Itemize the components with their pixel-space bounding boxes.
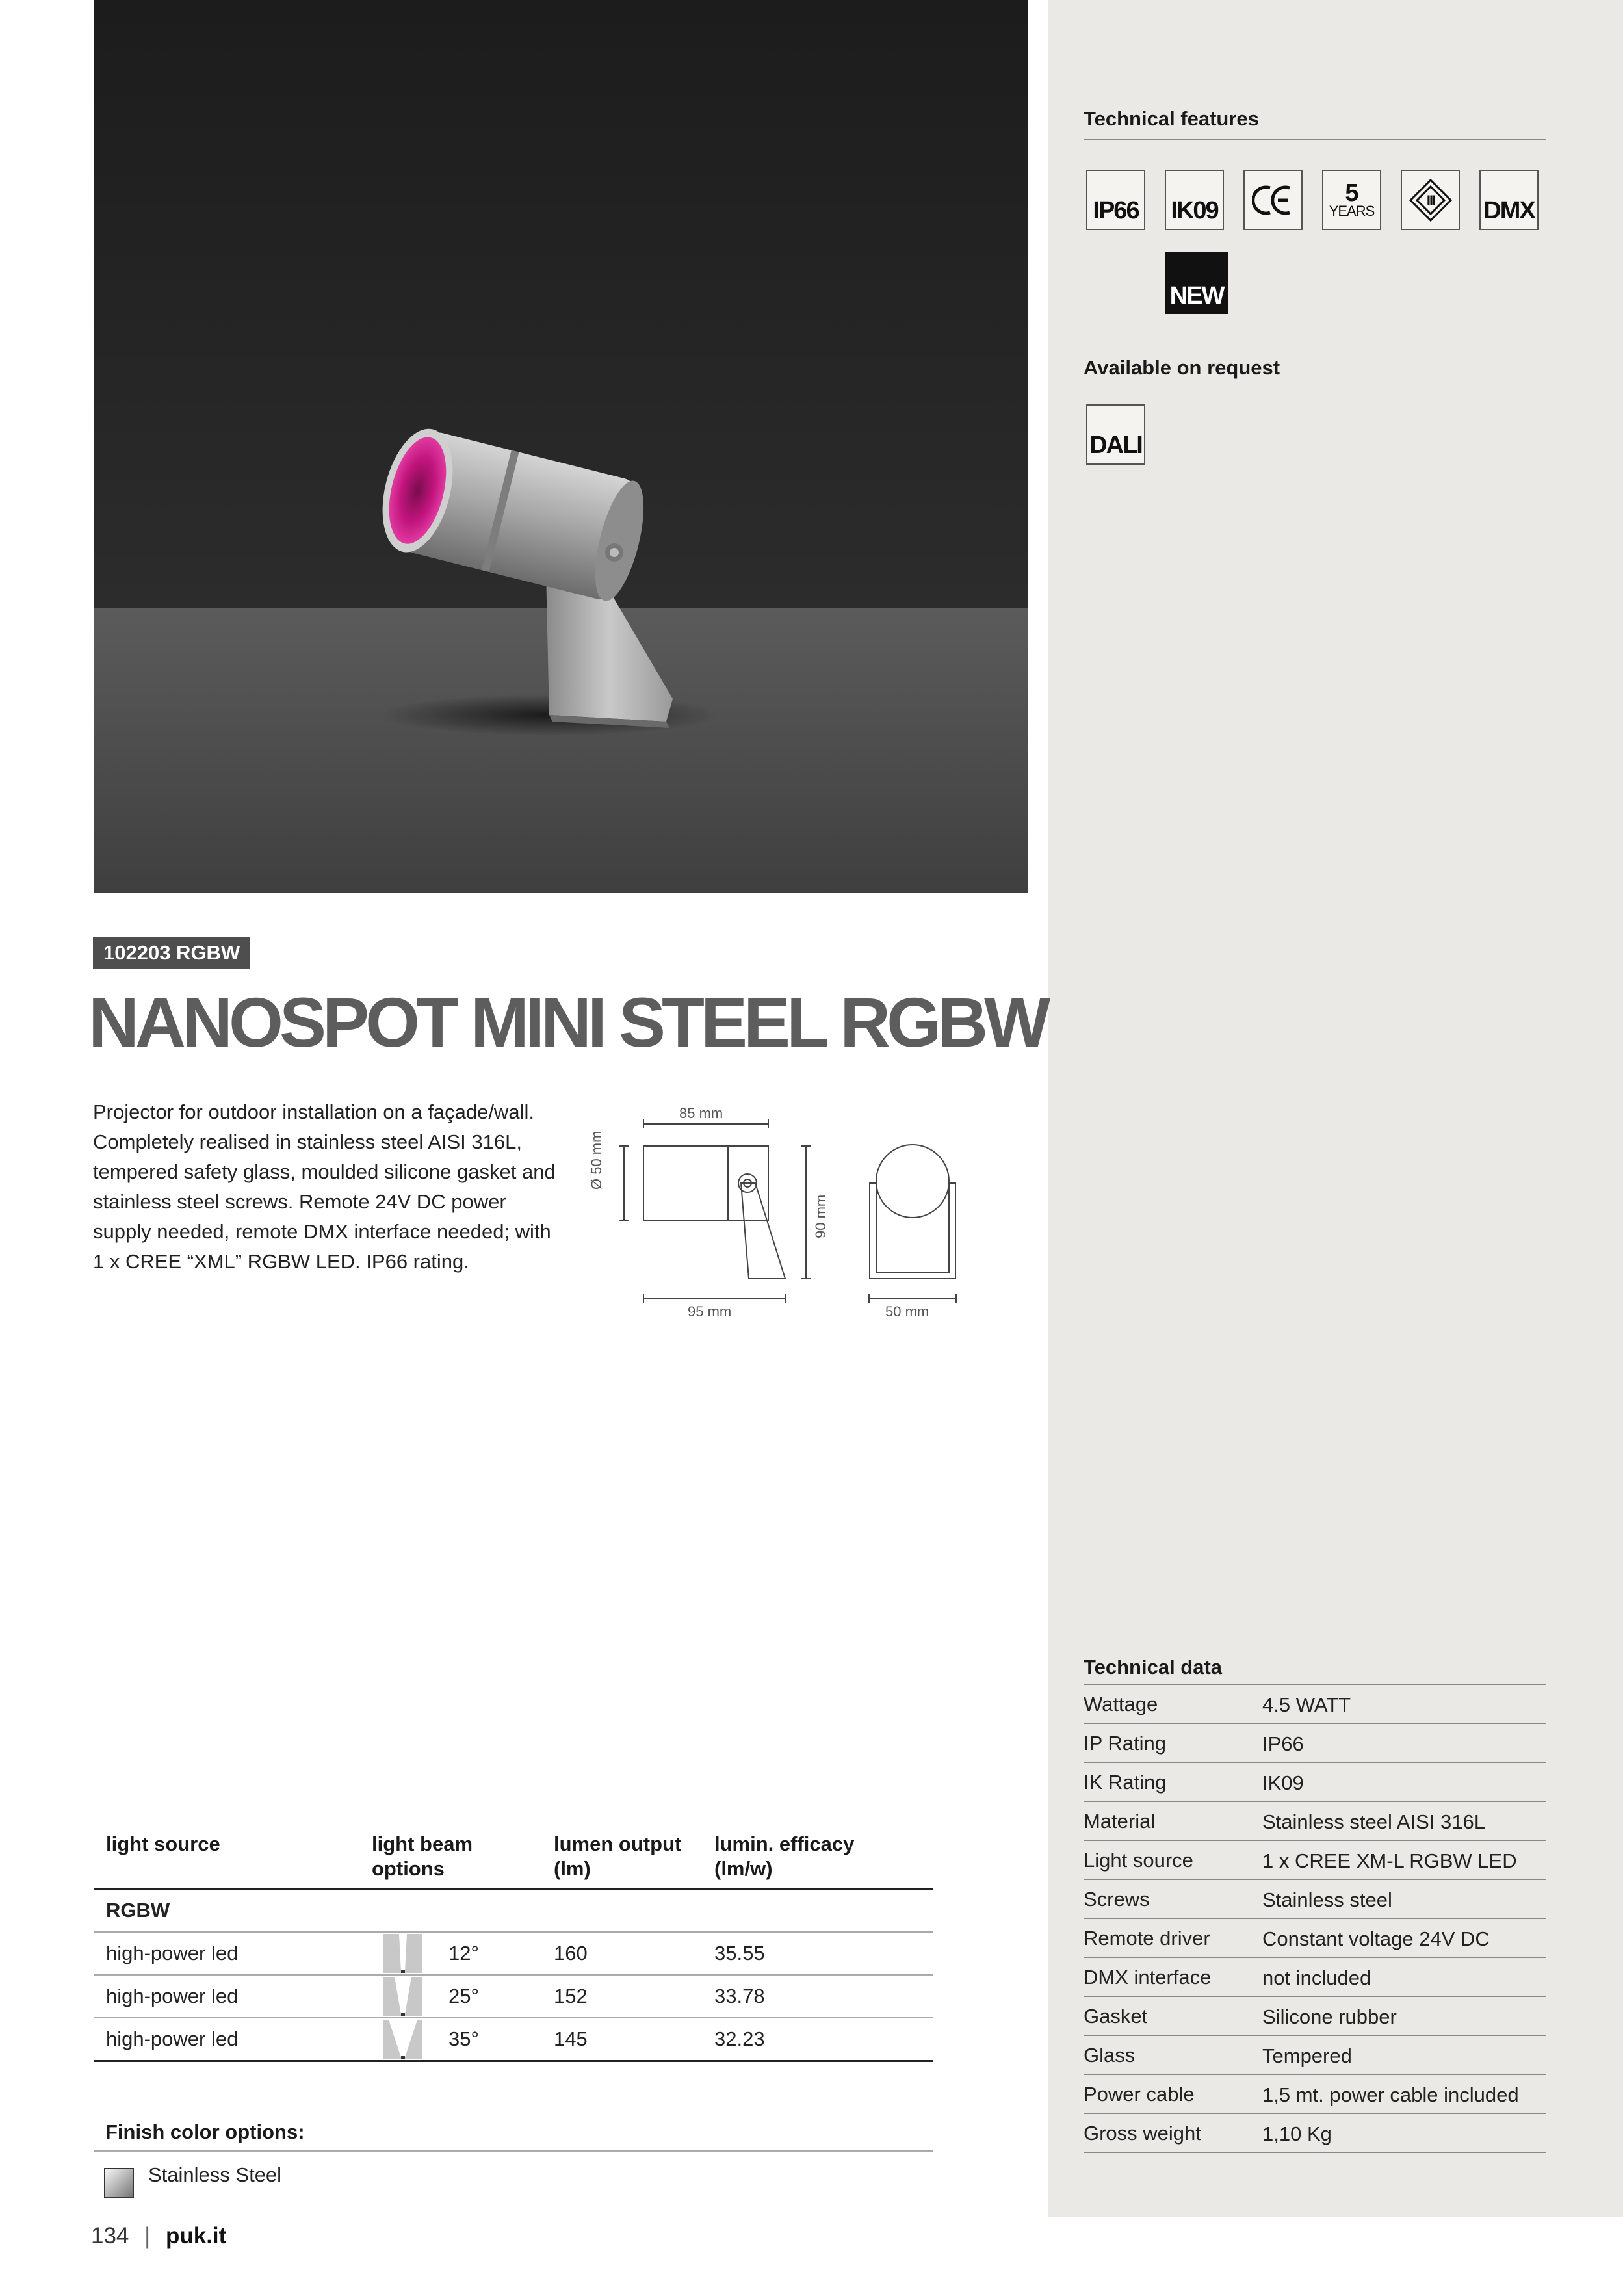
finish-option-label: Stainless Steel <box>148 2163 282 2186</box>
beam-wide-icon <box>383 2020 422 2059</box>
techdata-row: Power cable 1,5 mt. power cable included <box>1084 2075 1546 2114</box>
dmx-badge: DMX <box>1479 170 1539 230</box>
class-iii-icon <box>1408 177 1453 223</box>
techdata-row: IP Rating IP66 <box>1084 1724 1546 1763</box>
finish-title: Finish color options: <box>105 2120 305 2143</box>
techdata-table <box>1084 1685 1546 2153</box>
dim-top-width: 85 mm <box>679 1105 723 1121</box>
ik09-badge: IK09 <box>1165 170 1224 230</box>
request-title: Available on request <box>1084 356 1280 379</box>
warranty-badge: 5 YEARS <box>1322 170 1381 230</box>
product-description: Projector for outdoor installation on a façade/wall. Completely realised in stainless steel AISI 316L, tempered safety glass, moulded silicone gasket and stainless steel screws. Remote 24V DC power supply needed, remote DMX interface needed; with 1 x CREE “XML” RGBW LED. IP66 rating. <box>93 1101 556 1273</box>
light-table-header: light source light beam options lumen output (lm) lumin. efficacy (lm/w) <box>94 1832 933 1890</box>
techdata-row: Remote driver Constant voltage 24V DC <box>1084 1919 1546 1958</box>
light-table-row: high-power led 35° 145 32.23 <box>94 2018 933 2062</box>
product-title: NANOSPOT MINI STEEL RGBW <box>88 983 1047 1062</box>
dim-diameter: Ø 50 mm <box>588 1130 604 1190</box>
stainless-steel-swatch <box>104 2168 134 2198</box>
new-badge: NEW <box>1165 252 1228 314</box>
features-rule <box>1084 139 1546 140</box>
class-iii-badge <box>1401 170 1460 230</box>
dimension-drawing <box>585 1099 988 1320</box>
finish-rule <box>94 2150 933 2152</box>
techdata-row: Material Stainless steel AISI 316L <box>1084 1802 1546 1841</box>
footer-separator: | <box>144 2223 151 2249</box>
light-table-row: high-power led 12° 160 35.55 <box>94 1933 933 1976</box>
techdata-row: Gross weight 1,10 Kg <box>1084 2114 1546 2153</box>
svg-text:III: III <box>1426 192 1435 209</box>
page-footer <box>91 2223 226 2249</box>
dim-height: 90 mm <box>812 1194 829 1238</box>
features-title: Technical features <box>1084 107 1259 130</box>
techdata-row: Gasket Silicone rubber <box>1084 1997 1546 2036</box>
product-photo <box>94 0 1028 893</box>
dali-badge: DALI <box>1086 404 1145 465</box>
techdata-row: Wattage 4.5 WATT <box>1084 1685 1546 1724</box>
techdata-title: Technical data <box>1084 1656 1223 1678</box>
techdata-row: IK Rating IK09 <box>1084 1763 1546 1802</box>
techdata-row: Light source 1 x CREE XM-L RGBW LED <box>1084 1841 1546 1880</box>
light-table <box>94 1832 933 2062</box>
ce-mark-icon <box>1252 184 1295 216</box>
techdata-row: Glass Tempered <box>1084 2036 1546 2075</box>
site-link[interactable]: puk.it <box>165 2223 227 2249</box>
page-number: 134 <box>91 2223 129 2249</box>
dim-front-width: 50 mm <box>885 1303 929 1320</box>
beam-narrow-icon <box>383 1934 422 1973</box>
dim-side-length: 95 mm <box>688 1303 732 1320</box>
product-code: 102203 RGBW <box>93 937 250 969</box>
beam-medium-icon <box>383 1977 422 2016</box>
techdata-row: Screws Stainless steel <box>1084 1880 1546 1919</box>
ce-badge <box>1243 170 1303 230</box>
light-table-group: RGBW <box>94 1890 933 1933</box>
ip66-badge: IP66 <box>1086 170 1145 230</box>
techdata-row: DMX interface not included <box>1084 1958 1546 1997</box>
light-table-row: high-power led 25° 152 33.78 <box>94 1976 933 2018</box>
